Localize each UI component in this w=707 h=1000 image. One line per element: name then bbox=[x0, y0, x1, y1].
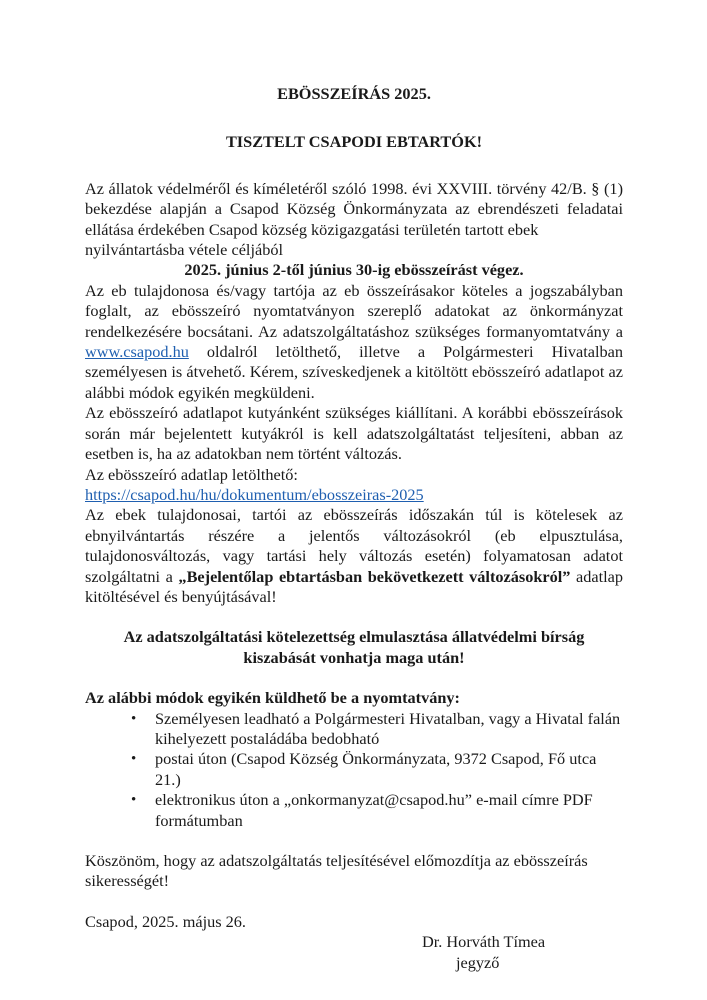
document-title: EBÖSSZEÍRÁS 2025. bbox=[277, 84, 431, 103]
form-name: „Bejelentőlap ebtartásban bekövetkezett változásokról” bbox=[178, 566, 571, 586]
signature-block bbox=[85, 932, 623, 973]
obligation-text: Az eb tulajdonosa és/vagy tartója az eb összeírásakor köteles a jogszabályban foglalt, az ebösszeíró nyomtatványon szereplő adatokat az önkormányzat rendelkezésére bocsátani. Az adatszolgáltatáshoz szükséges formanyomtatvány a bbox=[85, 280, 623, 341]
changes-text: Az ebek tulajdonosai, tartói az ebösszeírás időszakán túl is kötelesek az ebnyilvántartás részére a jelentős változásokról (eb elpusztulása, tulajdonosváltozás, vagy tartási hely változás esetén) folyamatosan adatot szolgáltatni a bbox=[85, 505, 623, 586]
intro-line: Az állatok védelméről és kíméletéről szóló 1998. évi XXVIII. törvény 42/B. § (1) bbox=[85, 178, 623, 198]
changes-paragraph bbox=[85, 505, 623, 607]
warning-line-2: kiszabását vonhatja maga után! bbox=[243, 647, 465, 667]
greeting-heading: TISZTELT CSAPODI EBTARTÓK! bbox=[225, 132, 483, 152]
download-link[interactable]: https://csapod.hu/hu/dokumentum/ebosszeiras-2025 bbox=[85, 484, 424, 504]
document-page bbox=[85, 84, 623, 973]
survey-period: 2025. június 2-től június 30-ig ebösszeírást végez. bbox=[184, 260, 524, 280]
warning-line-1: Az adatszolgáltatási kötelezettség elmulasztása állatvédelmi bírság bbox=[123, 627, 585, 647]
list-item: • elektronikus úton a „onkormanyzat@csapod.hu” e-mail címre PDF formátumban bbox=[155, 790, 623, 831]
intro-last-line: nyilvántartásba vétele céljából bbox=[85, 240, 283, 260]
list-item: • Személyesen leadható a Polgármesteri Hivatalban, vagy a Hivatal falán kihelyezett postaládába bedobható bbox=[155, 709, 623, 750]
obligation-text-cont: oldalról letölthető, illetve a Polgármesteri Hivatalban személyesen is átvehető. Kérem, szíveskedjenek a kitöltött ebösszeíró adatlapot az alábbi módok egyikén megküldeni. bbox=[85, 342, 623, 402]
changes-text-end: adatlap kitöltésével és benyújtásával! bbox=[85, 566, 624, 606]
signatory-name: Dr. Horváth Tímea bbox=[422, 932, 546, 952]
download-label: Az ebösszeíró adatlap letölthető: bbox=[85, 464, 298, 484]
intro-line: bekezdése alapján a Csapod Község Önkormányzata az ebrendészeti feladatai bbox=[85, 199, 623, 219]
intro-paragraph bbox=[85, 179, 623, 240]
per-dog-paragraph: Az ebösszeíró adatlapot kutyánként szükséges kiállítani. A korábbi ebösszeírások során már bejelentett kutyákról is kell adatszolgáltatást teljesíteni, abban az esetben is, ha az adatokban nem történt változás. bbox=[85, 403, 623, 464]
signatory-role: jegyző bbox=[456, 952, 500, 972]
thanks-paragraph: Köszönöm, hogy az adatszolgáltatás teljesítésével előmozdítja az ebösszeírás sikerességét! bbox=[85, 851, 588, 891]
obligation-paragraph bbox=[85, 281, 623, 403]
list-item: • postai úton (Csapod Község Önkormányzata, 9372 Csapod, Fő utca 21.) bbox=[155, 749, 623, 790]
date-place: Csapod, 2025. május 26. bbox=[85, 911, 246, 931]
methods-list bbox=[85, 709, 623, 831]
intro-line: ellátása érdekében Csapod község közigazgatási területén tartott ebek bbox=[85, 219, 539, 239]
website-link[interactable]: www.csapod.hu bbox=[85, 342, 189, 362]
methods-heading: Az alábbi módok egyikén küldhető be a nyomtatvány: bbox=[85, 688, 460, 708]
